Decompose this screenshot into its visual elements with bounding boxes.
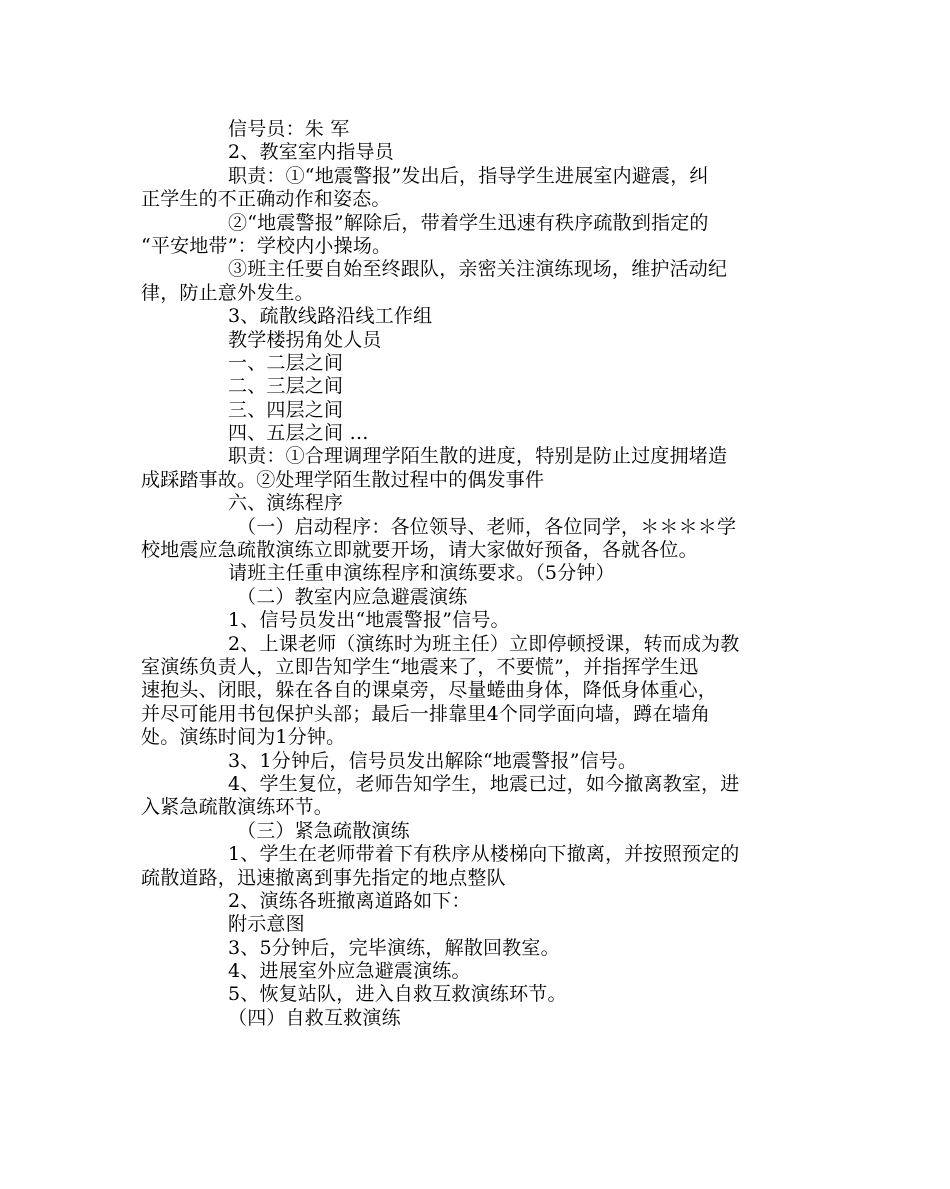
text-line: 入紧急疏散演练环节。 (141, 796, 334, 819)
text-line: 速抱头、闭眼，躲在各自的课桌旁，尽量蜷曲身体，降低身体重心， (141, 679, 718, 702)
text-line: 四、五层之间 … (228, 422, 369, 445)
document-body (141, 118, 813, 1030)
text-line: 附示意图 (228, 913, 305, 936)
text-line: 六、演练程序 (228, 492, 344, 515)
text-line: 并尽可能用书包保护头部；最后一排靠里4个同学面向墙，蹲在墙角 (141, 702, 711, 725)
text-line: ②“地震警报”解除后，带着学生迅速有秩序疏散到指定的 (228, 211, 709, 234)
text-line: 3、疏散线路沿线工作组 (228, 305, 433, 328)
text-line: （四）自救互救演练 (228, 1006, 401, 1029)
text-line: 校地震应急疏散演练立即就要开场，请大家做好预备，各就各位。 (141, 539, 698, 562)
text-line: 4、学生复位，老师告知学生，地震已过，如今撤离教室，进 (228, 772, 740, 795)
text-line: 疏散道路，迅速撤离到事先指定的地点整队 (141, 866, 506, 889)
text-line: 处。演练时间为1分钟。 (141, 726, 346, 749)
text-line: 4、进展室外应急避震演练。 (228, 960, 471, 983)
text-line: 1、信号员发出“地震警报”信号。 (228, 609, 510, 632)
text-line: （二）教室内应急避震演练 (237, 585, 468, 608)
text-line: 信号员：朱 军 (228, 118, 350, 140)
text-line: 3、5分钟后，完毕演练，解散回教室。 (228, 936, 560, 959)
text-line: 2、上课老师（演练时为班主任）立即停顿授课，转而成为教 (228, 632, 740, 655)
text-line: 一、二层之间 (228, 351, 344, 374)
text-line: 1、学生在老师带着下有秩序从楼梯向下撤离，并按照预定的 (228, 843, 740, 866)
text-line: （一）启动程序：各位领导、老师，各位同学，＊＊＊＊学 (237, 515, 737, 538)
text-line: 教学楼拐角处人员 (228, 328, 382, 351)
text-line: 职责：①“地震警报”发出后，指导学生进展室内避震，纠 (228, 164, 709, 187)
text-line: 2、演练各班撤离道路如下： (228, 889, 471, 912)
text-line: 请班主任重申演练程序和演练要求。（5分钟） (228, 562, 615, 585)
text-line: 2、教室室内指导员 (228, 141, 394, 164)
text-line: 职责：①合理调理学陌生散的进度，特别是防止过度拥堵造 (228, 445, 728, 468)
text-line: （三）紧急疏散演练 (237, 819, 410, 842)
text-line: 室演练负责人，立即告知学生“地震来了，不要慌”，并指挥学生迅 (141, 655, 699, 678)
text-line: 成踩踏事故。②处理学陌生散过程中的偶发事件 (141, 468, 545, 491)
text-line: 3、1分钟后，信号员发出解除“地震警报”信号。 (228, 749, 638, 772)
text-line: 二、三层之间 (228, 375, 344, 398)
text-line: “平安地带”：学校内小操场。 (141, 234, 392, 257)
text-line: 三、四层之间 (228, 398, 344, 421)
text-line: 正学生的不正确动作和姿态。 (141, 188, 391, 211)
text-line: 律，防止意外发生。 (141, 281, 314, 304)
text-line: 5、恢复站队，进入自救互救演练环节。 (228, 983, 567, 1006)
text-line: ③班主任要自始至终跟队，亲密关注演练现场，维护活动纪 (228, 258, 728, 281)
